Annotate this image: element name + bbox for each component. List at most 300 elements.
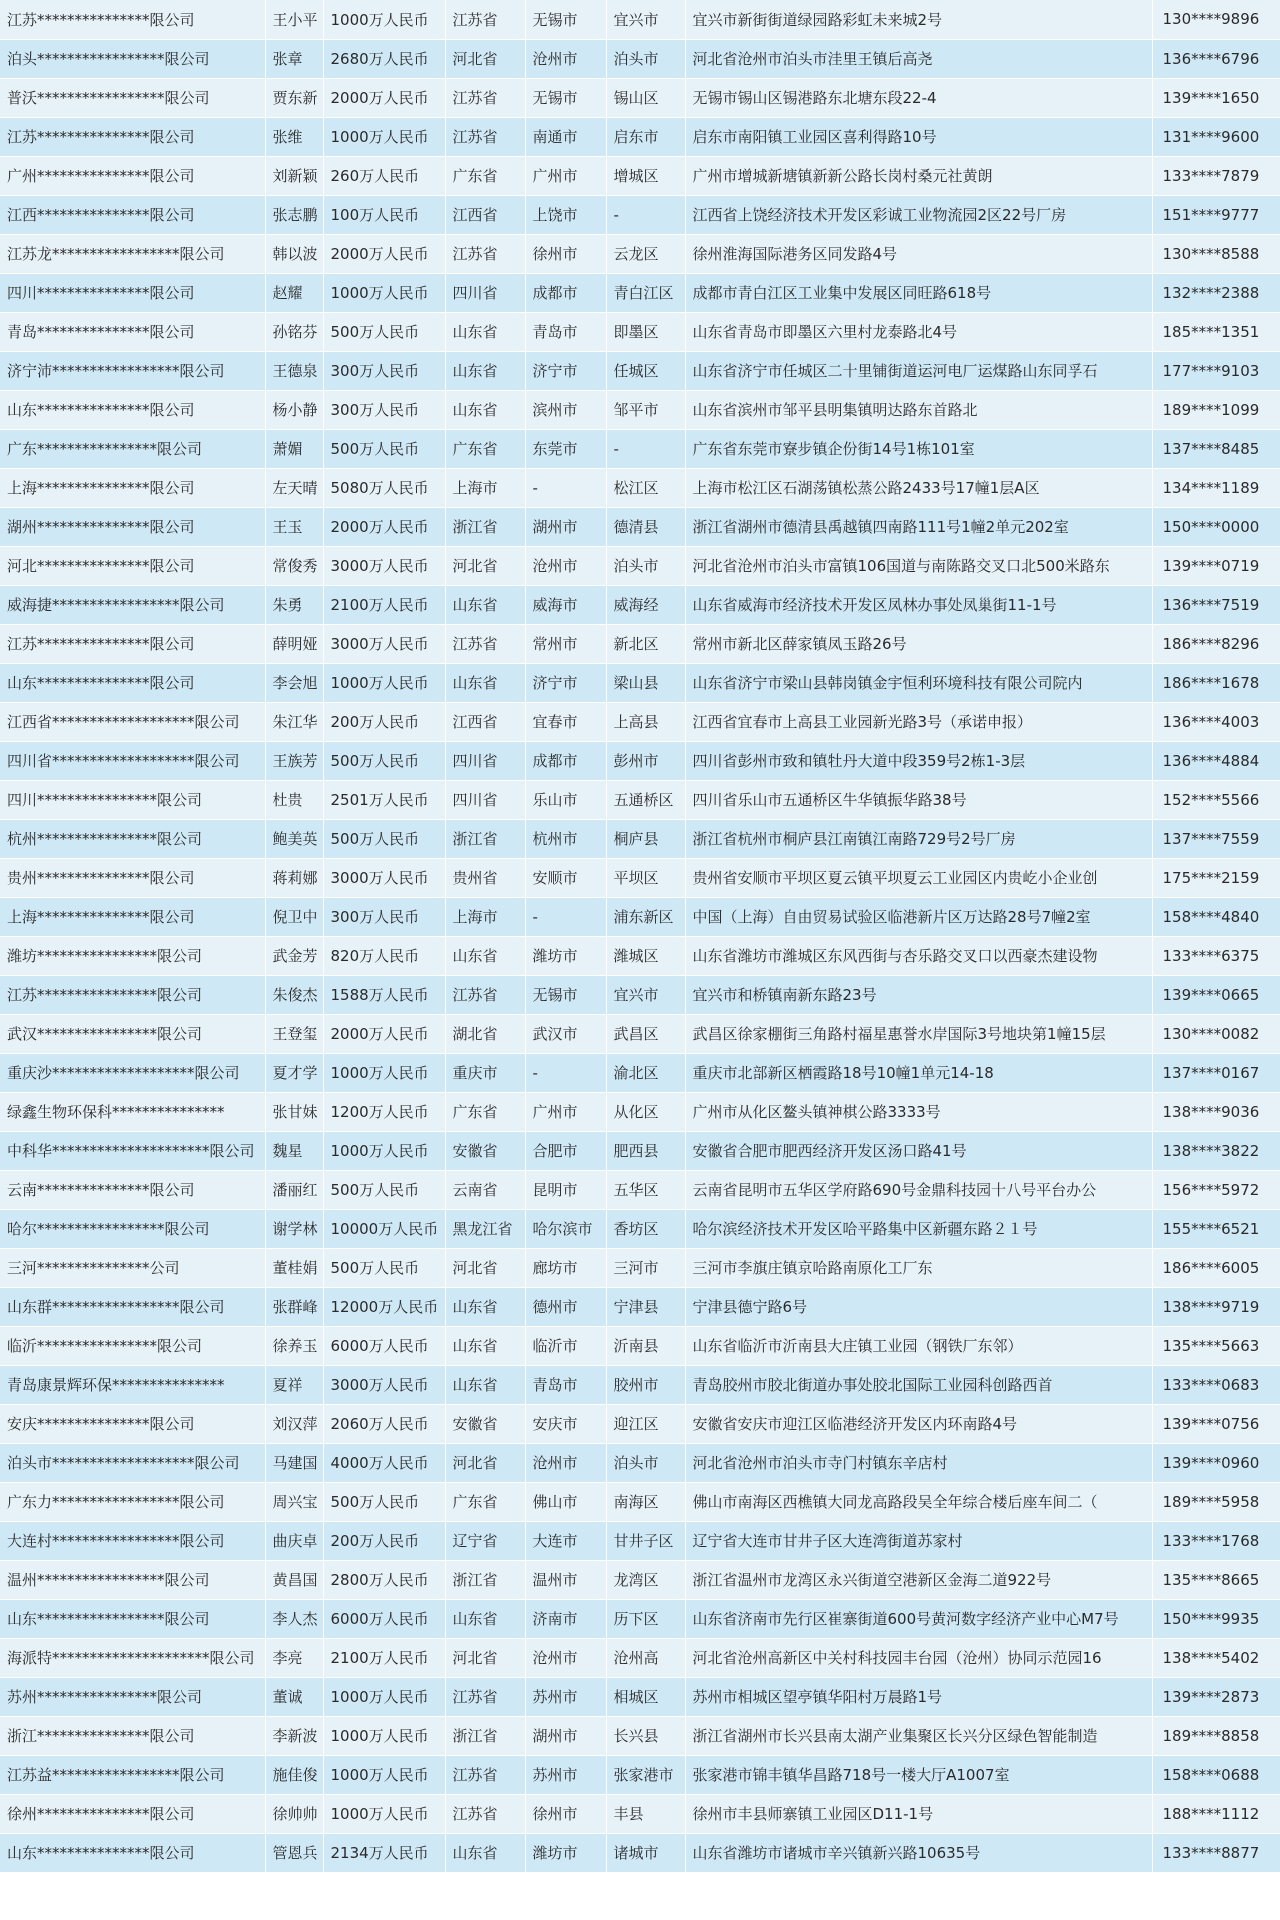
table-row — [0, 1131, 1280, 1170]
city-cell: 东莞市 — [525, 429, 606, 468]
province-cell: 重庆市 — [445, 1053, 525, 1092]
address-cell: 四川省彭州市致和镇牡丹大道中段359号2栋1-3层 — [685, 741, 1152, 780]
contact-person-cell: 黄昌国 — [265, 1560, 323, 1599]
table-row — [0, 663, 1280, 702]
contact-person-cell: 蒋莉娜 — [265, 858, 323, 897]
registered-capital-cell: 200万人民币 — [323, 702, 445, 741]
address-cell: 广州市从化区鳌头镇神棋公路3333号 — [685, 1092, 1152, 1131]
district-cell: 迎江区 — [606, 1404, 685, 1443]
company-name-cell: 徐州***************限公司 — [0, 1794, 265, 1833]
company-name-cell: 江苏益*****************限公司 — [0, 1755, 265, 1794]
province-cell: 浙江省 — [445, 1716, 525, 1755]
phone-cell: 138****5402 — [1152, 1638, 1280, 1677]
company-name-cell: 江苏龙*****************限公司 — [0, 234, 265, 273]
province-cell: 上海市 — [445, 468, 525, 507]
registered-capital-cell: 2134万人民币 — [323, 1833, 445, 1872]
phone-cell: 136****7519 — [1152, 585, 1280, 624]
registered-capital-cell: 200万人民币 — [323, 1521, 445, 1560]
address-cell: 河北省沧州高新区中关村科技园丰台园（沧州）协同示范园16 — [685, 1638, 1152, 1677]
phone-cell: 186****1678 — [1152, 663, 1280, 702]
registered-capital-cell: 300万人民币 — [323, 390, 445, 429]
phone-cell: 139****0960 — [1152, 1443, 1280, 1482]
contact-person-cell: 李会旭 — [265, 663, 323, 702]
registered-capital-cell: 2000万人民币 — [323, 1014, 445, 1053]
province-cell: 广东省 — [445, 156, 525, 195]
city-cell: 宜春市 — [525, 702, 606, 741]
registered-capital-cell: 2000万人民币 — [323, 234, 445, 273]
phone-cell: 136****6796 — [1152, 39, 1280, 78]
registered-capital-cell: 1000万人民币 — [323, 117, 445, 156]
company-name-cell: 大连村*****************限公司 — [0, 1521, 265, 1560]
phone-cell: 155****6521 — [1152, 1209, 1280, 1248]
address-cell: 辽宁省大连市甘井子区大连湾街道苏家村 — [685, 1521, 1152, 1560]
phone-cell: 150****9935 — [1152, 1599, 1280, 1638]
registered-capital-cell: 500万人民币 — [323, 819, 445, 858]
district-cell: 渝北区 — [606, 1053, 685, 1092]
phone-cell: 188****1112 — [1152, 1794, 1280, 1833]
table-row — [0, 1482, 1280, 1521]
address-cell: 宜兴市和桥镇南新东路23号 — [685, 975, 1152, 1014]
registered-capital-cell: 1000万人民币 — [323, 0, 445, 39]
contact-person-cell: 周兴宝 — [265, 1482, 323, 1521]
address-cell: 广州市增城新塘镇新新公路长岗村桑元社黄朗 — [685, 156, 1152, 195]
company-name-cell: 山东*****************限公司 — [0, 1599, 265, 1638]
province-cell: 河北省 — [445, 1638, 525, 1677]
table-row — [0, 507, 1280, 546]
contact-person-cell: 张志鹏 — [265, 195, 323, 234]
table-row — [0, 1794, 1280, 1833]
registered-capital-cell: 820万人民币 — [323, 936, 445, 975]
district-cell: 甘井子区 — [606, 1521, 685, 1560]
address-cell: 山东省潍坊市诸城市辛兴镇新兴路10635号 — [685, 1833, 1152, 1872]
city-cell: 乐山市 — [525, 780, 606, 819]
contact-person-cell: 马建国 — [265, 1443, 323, 1482]
table-row — [0, 1209, 1280, 1248]
address-cell: 重庆市北部新区栖霞路18号10幢1单元14-18 — [685, 1053, 1152, 1092]
contact-person-cell: 常俊秀 — [265, 546, 323, 585]
city-cell: 青岛市 — [525, 1365, 606, 1404]
district-cell: 彭州市 — [606, 741, 685, 780]
city-cell: 大连市 — [525, 1521, 606, 1560]
company-name-cell: 威海捷*****************限公司 — [0, 585, 265, 624]
address-cell: 四川省乐山市五通桥区牛华镇振华路38号 — [685, 780, 1152, 819]
company-name-cell: 济宁沛*****************限公司 — [0, 351, 265, 390]
registered-capital-cell: 500万人民币 — [323, 312, 445, 351]
province-cell: 山东省 — [445, 351, 525, 390]
phone-cell: 139****0665 — [1152, 975, 1280, 1014]
province-cell: 河北省 — [445, 39, 525, 78]
province-cell: 浙江省 — [445, 819, 525, 858]
registered-capital-cell: 1200万人民币 — [323, 1092, 445, 1131]
contact-person-cell: 朱江华 — [265, 702, 323, 741]
phone-cell: 185****1351 — [1152, 312, 1280, 351]
table-row — [0, 858, 1280, 897]
contact-person-cell: 杜贵 — [265, 780, 323, 819]
company-name-cell: 三河***************公司 — [0, 1248, 265, 1287]
table-row — [0, 1326, 1280, 1365]
registered-capital-cell: 1000万人民币 — [323, 1131, 445, 1170]
table-row — [0, 702, 1280, 741]
company-name-cell: 广东力*****************限公司 — [0, 1482, 265, 1521]
city-cell: 沧州市 — [525, 39, 606, 78]
contact-person-cell: 管恩兵 — [265, 1833, 323, 1872]
company-name-cell: 四川省*******************限公司 — [0, 741, 265, 780]
province-cell: 江苏省 — [445, 975, 525, 1014]
address-cell: 启东市南阳镇工业园区喜利得路10号 — [685, 117, 1152, 156]
company-name-cell: 广州***************限公司 — [0, 156, 265, 195]
district-cell: 任城区 — [606, 351, 685, 390]
phone-cell: 151****9777 — [1152, 195, 1280, 234]
registered-capital-cell: 500万人民币 — [323, 1482, 445, 1521]
address-cell: 徐州淮海国际港务区同发路4号 — [685, 234, 1152, 273]
contact-person-cell: 李人杰 — [265, 1599, 323, 1638]
contact-person-cell: 王族芳 — [265, 741, 323, 780]
city-cell: 无锡市 — [525, 78, 606, 117]
province-cell: 上海市 — [445, 897, 525, 936]
table-row — [0, 741, 1280, 780]
contact-person-cell: 李亮 — [265, 1638, 323, 1677]
contact-person-cell: 朱俊杰 — [265, 975, 323, 1014]
company-name-cell: 中科华*********************限公司 — [0, 1131, 265, 1170]
phone-cell: 186****8296 — [1152, 624, 1280, 663]
district-cell: 威海经 — [606, 585, 685, 624]
registered-capital-cell: 500万人民币 — [323, 1248, 445, 1287]
phone-cell: 189****5958 — [1152, 1482, 1280, 1521]
address-cell: 云南省昆明市五华区学府路690号金鼎科技园十八号平台办公 — [685, 1170, 1152, 1209]
table-row — [0, 1092, 1280, 1131]
company-name-cell: 贵州***************限公司 — [0, 858, 265, 897]
phone-cell: 138****9719 — [1152, 1287, 1280, 1326]
city-cell: 济宁市 — [525, 663, 606, 702]
phone-cell: 158****4840 — [1152, 897, 1280, 936]
district-cell: 沧州高 — [606, 1638, 685, 1677]
city-cell: 湖州市 — [525, 1716, 606, 1755]
contact-person-cell: 萧媚 — [265, 429, 323, 468]
province-cell: 湖北省 — [445, 1014, 525, 1053]
registered-capital-cell: 12000万人民币 — [323, 1287, 445, 1326]
company-name-cell: 泊头*****************限公司 — [0, 39, 265, 78]
province-cell: 山东省 — [445, 1599, 525, 1638]
city-cell: 潍坊市 — [525, 936, 606, 975]
province-cell: 江苏省 — [445, 1677, 525, 1716]
district-cell: 德清县 — [606, 507, 685, 546]
address-cell: 浙江省杭州市桐庐县江南镇江南路729号2号厂房 — [685, 819, 1152, 858]
province-cell: 江苏省 — [445, 624, 525, 663]
city-cell: 苏州市 — [525, 1755, 606, 1794]
table-row — [0, 1443, 1280, 1482]
district-cell: 增城区 — [606, 156, 685, 195]
phone-cell: 189****8858 — [1152, 1716, 1280, 1755]
company-name-cell: 云南***************限公司 — [0, 1170, 265, 1209]
contact-person-cell: 董桂娟 — [265, 1248, 323, 1287]
district-cell: 邹平市 — [606, 390, 685, 429]
registered-capital-cell: 2060万人民币 — [323, 1404, 445, 1443]
table-row — [0, 1599, 1280, 1638]
province-cell: 广东省 — [445, 1482, 525, 1521]
table-row — [0, 273, 1280, 312]
city-cell: 上饶市 — [525, 195, 606, 234]
city-cell: 武汉市 — [525, 1014, 606, 1053]
city-cell: 济宁市 — [525, 351, 606, 390]
province-cell: 贵州省 — [445, 858, 525, 897]
registered-capital-cell: 2680万人民币 — [323, 39, 445, 78]
province-cell: 江西省 — [445, 195, 525, 234]
registered-capital-cell: 1000万人民币 — [323, 1755, 445, 1794]
address-cell: 张家港市锦丰镇华昌路718号一楼大厅A1007室 — [685, 1755, 1152, 1794]
phone-cell: 158****0688 — [1152, 1755, 1280, 1794]
district-cell: 诸城市 — [606, 1833, 685, 1872]
address-cell: 浙江省湖州市德清县禹越镇四南路111号1幢2单元202室 — [685, 507, 1152, 546]
province-cell: 河北省 — [445, 1248, 525, 1287]
province-cell: 江苏省 — [445, 78, 525, 117]
table-row — [0, 936, 1280, 975]
phone-cell: 139****2873 — [1152, 1677, 1280, 1716]
province-cell: 安徽省 — [445, 1131, 525, 1170]
province-cell: 江苏省 — [445, 1755, 525, 1794]
district-cell: 泊头市 — [606, 1443, 685, 1482]
city-cell: - — [525, 897, 606, 936]
contact-person-cell: 孙铭芬 — [265, 312, 323, 351]
city-cell: 苏州市 — [525, 1677, 606, 1716]
address-cell: 河北省沧州市泊头市寺门村镇东辛店村 — [685, 1443, 1152, 1482]
city-cell: 徐州市 — [525, 234, 606, 273]
company-name-cell: 杭州****************限公司 — [0, 819, 265, 858]
province-cell: 四川省 — [445, 273, 525, 312]
province-cell: 山东省 — [445, 585, 525, 624]
phone-cell: 133****8877 — [1152, 1833, 1280, 1872]
company-name-cell: 四川****************限公司 — [0, 780, 265, 819]
contact-person-cell: 李新波 — [265, 1716, 323, 1755]
company-name-cell: 海派特*********************限公司 — [0, 1638, 265, 1677]
company-name-cell: 青岛***************限公司 — [0, 312, 265, 351]
address-cell: 河北省沧州市泊头市洼里王镇后高尧 — [685, 39, 1152, 78]
registered-capital-cell: 3000万人民币 — [323, 1365, 445, 1404]
company-name-cell: 河北***************限公司 — [0, 546, 265, 585]
district-cell: 长兴县 — [606, 1716, 685, 1755]
registered-capital-cell: 500万人民币 — [323, 1170, 445, 1209]
district-cell: 浦东新区 — [606, 897, 685, 936]
company-name-cell: 山东***************限公司 — [0, 663, 265, 702]
district-cell: 泊头市 — [606, 546, 685, 585]
province-cell: 江苏省 — [445, 117, 525, 156]
registered-capital-cell: 3000万人民币 — [323, 624, 445, 663]
phone-cell: 156****5972 — [1152, 1170, 1280, 1209]
table-row — [0, 0, 1280, 39]
contact-person-cell: 张甘妹 — [265, 1092, 323, 1131]
contact-person-cell: 徐养玉 — [265, 1326, 323, 1365]
phone-cell: 133****7879 — [1152, 156, 1280, 195]
contact-person-cell: 刘新颖 — [265, 156, 323, 195]
phone-cell: 134****1189 — [1152, 468, 1280, 507]
company-name-cell: 湖州***************限公司 — [0, 507, 265, 546]
registered-capital-cell: 2501万人民币 — [323, 780, 445, 819]
company-name-cell: 临沂****************限公司 — [0, 1326, 265, 1365]
province-cell: 山东省 — [445, 390, 525, 429]
company-name-cell: 哈尔*****************限公司 — [0, 1209, 265, 1248]
table-row — [0, 1560, 1280, 1599]
province-cell: 山东省 — [445, 1365, 525, 1404]
address-cell: 河北省沧州市泊头市富镇106国道与南陈路交叉口北500米路东 — [685, 546, 1152, 585]
address-cell: 山东省临沂市沂南县大庄镇工业园（钢铁厂东邻） — [685, 1326, 1152, 1365]
address-cell: 山东省青岛市即墨区六里村龙泰路北4号 — [685, 312, 1152, 351]
registered-capital-cell: 2000万人民币 — [323, 507, 445, 546]
address-cell: 宁津县德宁路6号 — [685, 1287, 1152, 1326]
table-row — [0, 819, 1280, 858]
contact-person-cell: 夏才学 — [265, 1053, 323, 1092]
phone-cell: 139****0756 — [1152, 1404, 1280, 1443]
registered-capital-cell: 500万人民币 — [323, 741, 445, 780]
phone-cell: 132****2388 — [1152, 273, 1280, 312]
province-cell: 广东省 — [445, 429, 525, 468]
province-cell: 四川省 — [445, 780, 525, 819]
contact-person-cell: 张群峰 — [265, 1287, 323, 1326]
phone-cell: 137****7559 — [1152, 819, 1280, 858]
city-cell: 安庆市 — [525, 1404, 606, 1443]
city-cell: 滨州市 — [525, 390, 606, 429]
address-cell: 哈尔滨经济技术开发区哈平路集中区新疆东路２１号 — [685, 1209, 1152, 1248]
company-name-cell: 潍坊****************限公司 — [0, 936, 265, 975]
table-row — [0, 1014, 1280, 1053]
district-cell: 新北区 — [606, 624, 685, 663]
table-row — [0, 78, 1280, 117]
district-cell: 张家港市 — [606, 1755, 685, 1794]
district-cell: 相城区 — [606, 1677, 685, 1716]
district-cell: 即墨区 — [606, 312, 685, 351]
contact-person-cell: 曲庆卓 — [265, 1521, 323, 1560]
company-name-cell: 江苏****************限公司 — [0, 975, 265, 1014]
phone-cell: 137****8485 — [1152, 429, 1280, 468]
address-cell: 安徽省安庆市迎江区临港经济开发区内环南路4号 — [685, 1404, 1152, 1443]
city-cell: 广州市 — [525, 156, 606, 195]
city-cell: 无锡市 — [525, 0, 606, 39]
company-name-cell: 上海***************限公司 — [0, 468, 265, 507]
company-name-cell: 山东***************限公司 — [0, 1833, 265, 1872]
district-cell: 宜兴市 — [606, 0, 685, 39]
company-name-cell: 安庆***************限公司 — [0, 1404, 265, 1443]
phone-cell: 175****2159 — [1152, 858, 1280, 897]
company-name-cell: 苏州****************限公司 — [0, 1677, 265, 1716]
province-cell: 江苏省 — [445, 234, 525, 273]
table-row — [0, 234, 1280, 273]
district-cell: 梁山县 — [606, 663, 685, 702]
company-name-cell: 武汉****************限公司 — [0, 1014, 265, 1053]
table-row — [0, 1170, 1280, 1209]
registered-capital-cell: 1588万人民币 — [323, 975, 445, 1014]
city-cell: 廊坊市 — [525, 1248, 606, 1287]
address-cell: 山东省济宁市任城区二十里铺街道运河电厂运煤路山东同孚石 — [685, 351, 1152, 390]
company-name-cell: 江西***************限公司 — [0, 195, 265, 234]
phone-cell: 135****8665 — [1152, 1560, 1280, 1599]
address-cell: 山东省济南市先行区崔寨街道600号黄河数字经济产业中心M7号 — [685, 1599, 1152, 1638]
district-cell: 历下区 — [606, 1599, 685, 1638]
province-cell: 江苏省 — [445, 0, 525, 39]
table-row — [0, 390, 1280, 429]
address-cell: 江西省宜春市上高县工业园新光路3号（承诺申报） — [685, 702, 1152, 741]
phone-cell: 133****1768 — [1152, 1521, 1280, 1560]
contact-person-cell: 赵耀 — [265, 273, 323, 312]
city-cell: 安顺市 — [525, 858, 606, 897]
district-cell: - — [606, 429, 685, 468]
contact-person-cell: 武金芳 — [265, 936, 323, 975]
city-cell: 湖州市 — [525, 507, 606, 546]
contact-person-cell: 谢学林 — [265, 1209, 323, 1248]
registered-capital-cell: 300万人民币 — [323, 897, 445, 936]
address-cell: 无锡市锡山区锡港路东北塘东段22-4 — [685, 78, 1152, 117]
province-cell: 河北省 — [445, 546, 525, 585]
phone-cell: 137****0167 — [1152, 1053, 1280, 1092]
registered-capital-cell: 3000万人民币 — [323, 858, 445, 897]
address-cell: 山东省滨州市邹平县明集镇明达路东首路北 — [685, 390, 1152, 429]
district-cell: - — [606, 195, 685, 234]
table-row — [0, 1053, 1280, 1092]
province-cell: 江西省 — [445, 702, 525, 741]
address-cell: 佛山市南海区西樵镇大同龙高路段吴全年综合楼后座车间二（ — [685, 1482, 1152, 1521]
province-cell: 黑龙江省 — [445, 1209, 525, 1248]
phone-cell: 131****9600 — [1152, 117, 1280, 156]
contact-person-cell: 张章 — [265, 39, 323, 78]
table-row — [0, 1716, 1280, 1755]
city-cell: 昆明市 — [525, 1170, 606, 1209]
province-cell: 山东省 — [445, 663, 525, 702]
table-row — [0, 156, 1280, 195]
province-cell: 云南省 — [445, 1170, 525, 1209]
table-row — [0, 351, 1280, 390]
registered-capital-cell: 6000万人民币 — [323, 1599, 445, 1638]
address-cell: 浙江省湖州市长兴县南太湖产业集聚区长兴分区绿色智能制造 — [685, 1716, 1152, 1755]
contact-person-cell: 朱勇 — [265, 585, 323, 624]
company-name-cell: 上海***************限公司 — [0, 897, 265, 936]
company-name-cell: 泊头市*******************限公司 — [0, 1443, 265, 1482]
company-name-cell: 江苏***************限公司 — [0, 117, 265, 156]
province-cell: 山东省 — [445, 1326, 525, 1365]
phone-cell: 139****1650 — [1152, 78, 1280, 117]
address-cell: 江西省上饶经济技术开发区彩诚工业物流园2区22号厂房 — [685, 195, 1152, 234]
city-cell: 德州市 — [525, 1287, 606, 1326]
province-cell: 浙江省 — [445, 1560, 525, 1599]
contact-person-cell: 王德泉 — [265, 351, 323, 390]
registered-capital-cell: 1000万人民币 — [323, 1677, 445, 1716]
company-name-cell: 重庆沙*******************限公司 — [0, 1053, 265, 1092]
contact-person-cell: 薛明娅 — [265, 624, 323, 663]
table-row — [0, 1833, 1280, 1872]
contact-person-cell: 王登玺 — [265, 1014, 323, 1053]
district-cell: 上高县 — [606, 702, 685, 741]
city-cell: 青岛市 — [525, 312, 606, 351]
address-cell: 常州市新北区薛家镇凤玉路26号 — [685, 624, 1152, 663]
contact-person-cell: 夏祥 — [265, 1365, 323, 1404]
company-name-cell: 浙江***************限公司 — [0, 1716, 265, 1755]
address-cell: 徐州市丰县师寨镇工业园区D11-1号 — [685, 1794, 1152, 1833]
district-cell: 平坝区 — [606, 858, 685, 897]
company-name-cell: 山东群*****************限公司 — [0, 1287, 265, 1326]
registered-capital-cell: 10000万人民币 — [323, 1209, 445, 1248]
province-cell: 山东省 — [445, 1287, 525, 1326]
address-cell: 安徽省合肥市肥西经济开发区汤口路41号 — [685, 1131, 1152, 1170]
phone-cell: 130****8588 — [1152, 234, 1280, 273]
registered-capital-cell: 1000万人民币 — [323, 663, 445, 702]
registered-capital-cell: 500万人民币 — [323, 429, 445, 468]
table-row — [0, 1287, 1280, 1326]
city-cell: 温州市 — [525, 1560, 606, 1599]
phone-cell: 138****3822 — [1152, 1131, 1280, 1170]
phone-cell: 136****4884 — [1152, 741, 1280, 780]
city-cell: 潍坊市 — [525, 1833, 606, 1872]
address-cell: 浙江省温州市龙湾区永兴街道空港新区金海二道922号 — [685, 1560, 1152, 1599]
table-row — [0, 117, 1280, 156]
company-name-cell: 青岛康景辉环保*************** — [0, 1365, 265, 1404]
registered-capital-cell: 1000万人民币 — [323, 273, 445, 312]
city-cell: 沧州市 — [525, 546, 606, 585]
